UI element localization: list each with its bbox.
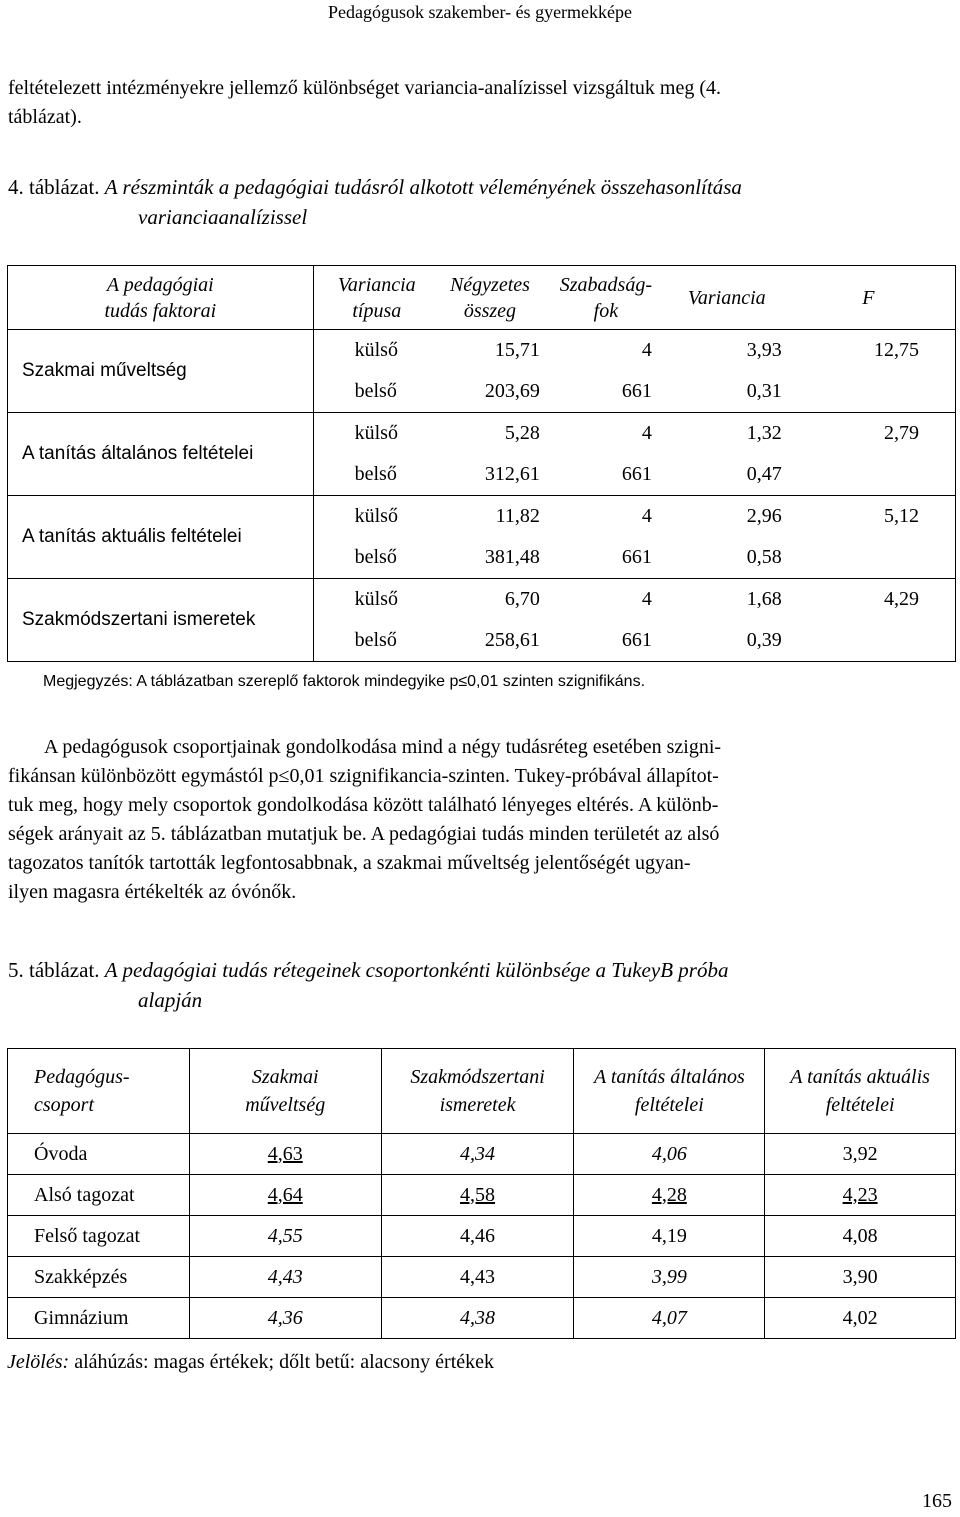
table-row [8, 1257, 956, 1298]
sum-of-squares: 15,71 [494, 339, 540, 361]
variance-type: belső [313, 537, 440, 579]
header-professional-literacy: Szakmai műveltség [189, 1049, 381, 1134]
table-row [8, 579, 956, 621]
body-paragraph [8, 733, 952, 907]
legend-text: aláhúzás: magas értékek; dőlt betű: alacsony értékek [74, 1351, 495, 1373]
table-row [8, 496, 956, 538]
cell-value: 4,23 [765, 1175, 956, 1216]
variance-value: 0,39 [672, 620, 782, 662]
caption-number: 5. táblázat. [8, 958, 100, 982]
cell-value: 4,58 [381, 1175, 574, 1216]
variance-value: 1,32 [746, 422, 782, 444]
f-value [782, 371, 956, 413]
table-row [8, 1216, 956, 1257]
cell-value: 4,38 [381, 1298, 574, 1339]
group-name: Gimnázium [8, 1298, 190, 1339]
variance-type: belső [313, 620, 440, 662]
variance-analysis-table [7, 265, 956, 662]
paragraph-line: ilyen magasra értékelték az óvónők. [8, 881, 297, 903]
f-value: 4,29 [782, 579, 956, 621]
table-row [8, 1175, 956, 1216]
group-name: Alsó tagozat [8, 1175, 190, 1216]
caption-text: A pedagógiai tudás rétegeinek csoportonkénti különbsége a TukeyB próba [104, 958, 729, 982]
legend-label: Jelölés: [7, 1351, 70, 1373]
sum-of-squares: 5,28 [504, 422, 540, 444]
variance-type: belső [313, 371, 440, 413]
cell-value: 4,34 [381, 1134, 574, 1175]
factor-name: Szakmai műveltség [8, 330, 314, 413]
table-row [8, 330, 956, 372]
sum-of-squares: 312,61 [440, 454, 540, 496]
group-name: Felső tagozat [8, 1216, 190, 1257]
cell-value: 4,46 [381, 1216, 574, 1257]
table-row [8, 413, 956, 455]
cell-value: 4,02 [765, 1298, 956, 1339]
intro-line: táblázat). [8, 106, 82, 128]
paragraph-line: A pedagógusok csoportjainak gondolkodása mind a négy tudásréteg esetében szigni- [44, 736, 722, 758]
table-row [8, 1134, 956, 1175]
caption-text: alapján [138, 988, 203, 1012]
table-header-row [8, 1049, 956, 1134]
intro-paragraph [8, 74, 952, 132]
header-methodology: Szakmódszertani ismeretek [381, 1049, 574, 1134]
cell-value: 4,19 [574, 1216, 765, 1257]
header-general-conditions: A tanítás általános feltételei [574, 1049, 765, 1134]
degrees-of-freedom: 4 [641, 588, 652, 610]
sum-of-squares: 381,48 [440, 537, 540, 579]
intro-line: feltételezett intézményekre jellemző különbséget variancia-analízissel vizsgáltuk meg (4. [8, 77, 722, 99]
sum-of-squares: 11,82 [495, 505, 540, 527]
header-current-conditions: A tanítás aktuális feltételei [765, 1049, 956, 1134]
degrees-of-freedom: 4 [641, 422, 652, 444]
f-value: 5,12 [782, 496, 956, 538]
cell-value: 4,28 [574, 1175, 765, 1216]
header-degrees-of-freedom: Szabadság- fok [540, 266, 672, 330]
variance-type: külső [354, 422, 398, 444]
variance-type: külső [354, 339, 398, 361]
variance-value: 3,93 [746, 339, 782, 361]
variance-value: 0,58 [672, 537, 782, 579]
f-value: 12,75 [782, 330, 956, 372]
degrees-of-freedom: 661 [540, 537, 672, 579]
variance-type: külső [354, 588, 398, 610]
table-row [8, 1298, 956, 1339]
degrees-of-freedom: 661 [540, 371, 672, 413]
header-group: Pedagógus- csoport [8, 1049, 190, 1134]
variance-value: 0,31 [672, 371, 782, 413]
paragraph-line: ségek arányait az 5. táblázatban mutatjuk be. A pedagógiai tudás minden területét az alsó [8, 823, 720, 845]
factor-name: Szakmódszertani ismeretek [8, 579, 314, 662]
variance-type: külső [354, 505, 398, 527]
running-header: Pedagógusok szakember- és gyermekképe [327, 2, 633, 22]
cell-value: 4,36 [189, 1298, 381, 1339]
variance-value: 0,47 [672, 454, 782, 496]
table4-caption [8, 172, 952, 232]
sum-of-squares: 258,61 [440, 620, 540, 662]
f-value [782, 620, 956, 662]
tukey-table [7, 1048, 956, 1339]
header-sum-of-squares: Négyzetes összeg [440, 266, 540, 330]
table5-caption [8, 955, 952, 1015]
header-f: F [782, 266, 956, 330]
sum-of-squares: 6,70 [504, 588, 540, 610]
table4-note: Megjegyzés: A táblázatban szereplő faktorok mindegyike p≤0,01 szinten szignifikáns. [43, 673, 646, 690]
table-header-row [8, 266, 956, 330]
cell-value: 4,43 [381, 1257, 574, 1298]
cell-value: 4,63 [189, 1134, 381, 1175]
cell-value: 3,90 [765, 1257, 956, 1298]
caption-number: 4. táblázat. [8, 175, 100, 199]
paragraph-line: fikánsan különbözött egymástól p≤0,01 szignifikancia-szinten. Tukey-próbával állapítot- [8, 765, 719, 787]
group-name: Óvoda [8, 1134, 190, 1175]
factor-name: A tanítás aktuális feltételei [8, 496, 314, 579]
header-variance-type: Variancia típusa [313, 266, 440, 330]
degrees-of-freedom: 4 [641, 339, 652, 361]
header-factor: A pedagógiai tudás faktorai [8, 266, 314, 330]
cell-value: 4,08 [765, 1216, 956, 1257]
cell-value: 4,64 [189, 1175, 381, 1216]
degrees-of-freedom: 661 [540, 620, 672, 662]
cell-value: 4,06 [574, 1134, 765, 1175]
degrees-of-freedom: 4 [641, 505, 652, 527]
f-value: 2,79 [782, 413, 956, 455]
paragraph-line: tagozatos tanítók tartották legfontosabbnak, a szakmai műveltség jelentőségét ugyan- [8, 852, 691, 874]
sum-of-squares: 203,69 [440, 371, 540, 413]
variance-value: 2,96 [746, 505, 782, 527]
cell-value: 4,43 [189, 1257, 381, 1298]
page-number: 165 [922, 1490, 952, 1512]
paragraph-line: tuk meg, hogy mely csoportok gondolkodása között található lényeges eltérés. A különb- [8, 794, 719, 816]
cell-value: 4,55 [189, 1216, 381, 1257]
caption-text: varianciaanalízissel [138, 205, 308, 229]
group-name: Szakképzés [8, 1257, 190, 1298]
table5-legend [7, 1351, 494, 1374]
cell-value: 3,92 [765, 1134, 956, 1175]
f-value [782, 454, 956, 496]
factor-name: A tanítás általános feltételei [8, 413, 314, 496]
variance-value: 1,68 [746, 588, 782, 610]
cell-value: 3,99 [574, 1257, 765, 1298]
caption-text: A részminták a pedagógiai tudásról alkotott véleményének összehasonlítása [104, 175, 742, 199]
cell-value: 4,07 [574, 1298, 765, 1339]
header-variance: Variancia [672, 266, 782, 330]
degrees-of-freedom: 661 [540, 454, 672, 496]
variance-type: belső [313, 454, 440, 496]
f-value [782, 537, 956, 579]
